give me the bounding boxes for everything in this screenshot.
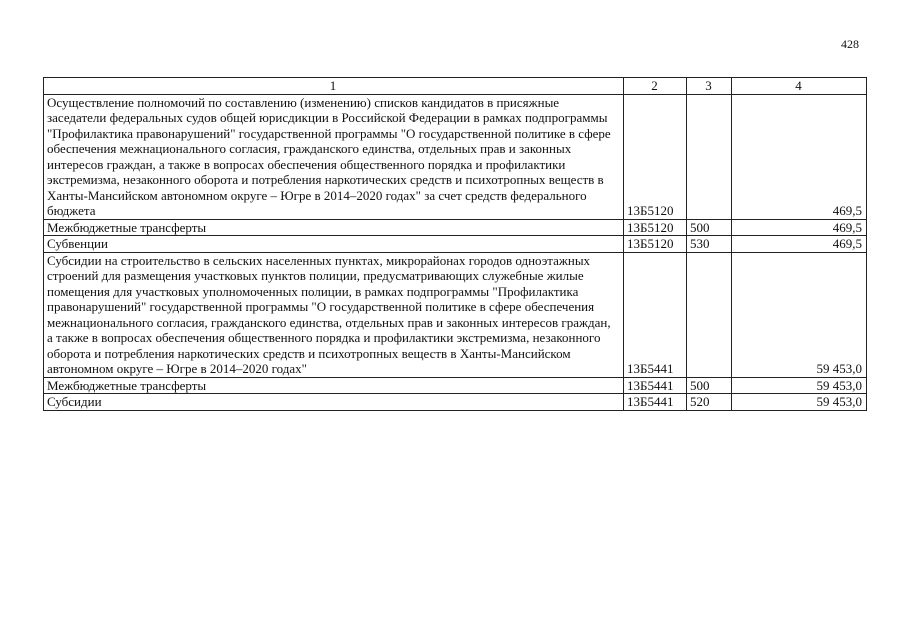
row-amount-cell: 59 453,0 — [732, 377, 867, 394]
row-type-cell — [687, 94, 732, 219]
row-type-cell: 530 — [687, 236, 732, 253]
table-row — [44, 252, 867, 377]
row-code-cell: 13Б5441 — [624, 252, 687, 377]
table-header-row — [44, 78, 867, 95]
header-col-3: 3 — [687, 78, 732, 95]
row-name-cell: Межбюджетные трансферты — [44, 219, 624, 236]
row-code-cell: 13Б5120 — [624, 219, 687, 236]
row-amount-cell: 59 453,0 — [732, 394, 867, 411]
page-number: 428 — [841, 37, 859, 51]
header-col-2: 2 — [624, 78, 687, 95]
row-name-cell: Осуществление полномочий по составлению (изменению) списков кандидатов в присяжные заседатели федеральных судов общей юрисдикции в Российской Федерации в рамках подпрограммы "Профилактика правонарушений" государственной программы "О государственной политике в сфере обеспечения межнационального согласия, гражданского единства, отдельных прав и законных интересов граждан, а также в вопросах обеспечения общественного порядка и профилактики экстремизма, незаконного оборота и потребления наркотических средств и психотропных веществ в Ханты-Мансийском автономном округе – Югре в 2014–2020 годах" за счет средств федерального бюджета — [44, 94, 624, 219]
row-amount-cell: 469,5 — [732, 219, 867, 236]
row-type-cell: 500 — [687, 377, 732, 394]
table-row — [44, 219, 867, 236]
table-row — [44, 377, 867, 394]
row-code-cell: 13Б5120 — [624, 236, 687, 253]
table-row — [44, 394, 867, 411]
table-row — [44, 94, 867, 219]
row-type-cell — [687, 252, 732, 377]
table-row — [44, 236, 867, 253]
header-col-4: 4 — [732, 78, 867, 95]
row-amount-cell: 469,5 — [732, 94, 867, 219]
row-amount-cell: 59 453,0 — [732, 252, 867, 377]
row-name-cell: Субвенции — [44, 236, 624, 253]
header-col-1: 1 — [44, 78, 624, 95]
row-type-cell: 520 — [687, 394, 732, 411]
row-code-cell: 13Б5441 — [624, 377, 687, 394]
row-name-cell: Субсидии — [44, 394, 624, 411]
row-code-cell: 13Б5441 — [624, 394, 687, 411]
row-code-cell: 13Б5120 — [624, 94, 687, 219]
row-type-cell: 500 — [687, 219, 732, 236]
budget-table — [43, 77, 867, 411]
row-name-cell: Субсидии на строительство в сельских населенных пунктах, микрорайонах городов одноэтажных строений для размещения участковых пунктов полиции, предусматривающих служебные жилые помещения для участковых уполномоченных полиции, в рамках подпрограммы "Профилактика правонарушений" государственной программы "О государственной политике в сфере обеспечения межнационального согласия, гражданского единства, отдельных прав и законных интересов граждан, а также в вопросах обеспечения общественного порядка и профилактики экстремизма, незаконного оборота и потребления наркотических средств и психотропных веществ в Ханты-Мансийском автономном округе – Югре в 2014–2020 годах" — [44, 252, 624, 377]
row-amount-cell: 469,5 — [732, 236, 867, 253]
row-name-cell: Межбюджетные трансферты — [44, 377, 624, 394]
